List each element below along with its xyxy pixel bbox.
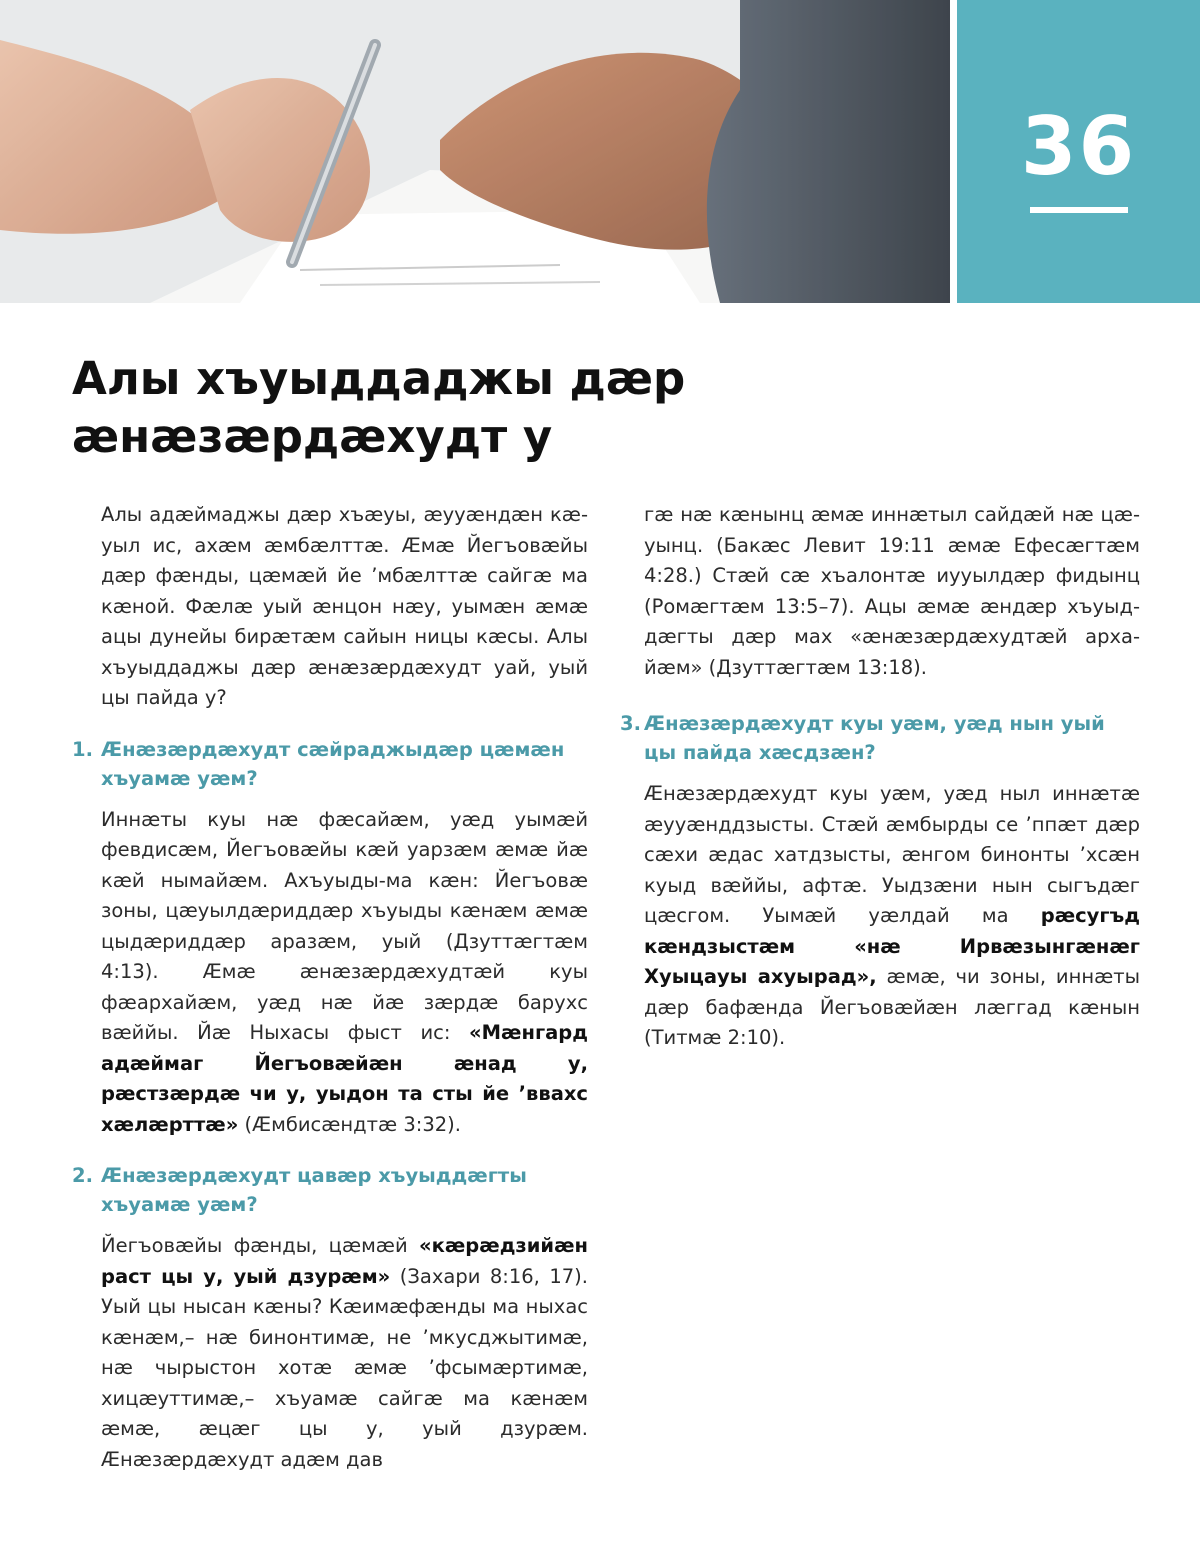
question-2-text: Æнæзæрдæхудт цавæр хъуыддæгты хъуамæ уæм? bbox=[101, 1164, 527, 1216]
answer-1-quote: «Мæнгард адæймаг Йегъовæйæн æнад у, рæстзæрдæ чи у, уыдон та сты йе ’ввахс хæлæрттæ» bbox=[101, 1021, 588, 1136]
answer-1-paragraph bbox=[72, 805, 588, 1141]
page-title-line1: Алы хъуыддаджы дæр bbox=[72, 352, 686, 405]
page-title bbox=[72, 350, 832, 466]
answer-3-quote: рæсугъд кæндзыстæм «нæ Ирвæзынгæнæг Хуыцауы ахуырад», bbox=[644, 904, 1140, 988]
chapter-number: 36 bbox=[1020, 100, 1137, 193]
intro-paragraph: Алы адæймаджы дæр хъæуы, æууæндæн кæуыл ис, ахæм æмбæлттæ. Æмæ Йегъовæйы дæр фæнды, цæмæй йе ’мбæлттæ сайгæ ма кæной. Фæлæ уый æнцон нæу, уымæн æмæ ацы дунейы бирæтæм сайын ницы кæсы. Алы хъуыддаджы дæр æнæзæрдæхудт уай, уый цы пайда у? bbox=[101, 503, 588, 709]
page-title-line2: æнæзæрдæхудт у bbox=[72, 410, 553, 463]
right-column bbox=[620, 500, 1140, 1054]
answer-2-text-b: (Захари 8:16, 17). Уый цы нысан кæны? Кæимæфæнды ма ныхас кæнæм,– нæ бинонтимæ, не ’мкусджытимæ, нæ чырыстон хотæ æмæ ’фсымæртимæ, хицæуттимæ,– хъуамæ сайгæ ма кæнæм æмæ, æцæг цы у, уый дзурæм. Æнæзæрдæхудт адæм дав bbox=[101, 1264, 588, 1471]
answer-3-paragraph bbox=[620, 779, 1140, 1054]
question-3-text: Æнæзæрдæхудт куы уæм, уæд нын уый цы пайда хæсдзæн? bbox=[644, 712, 1105, 764]
question-3-number: 3. bbox=[620, 712, 641, 735]
answer-1-text-b: (Æмбисæндтæ 3:32). bbox=[238, 1112, 461, 1136]
question-1-text: Æнæзæрдæхудт сæйраджыдæр цæмæн хъуамæ уæм? bbox=[101, 737, 565, 790]
hero-photo bbox=[0, 0, 950, 303]
chapter-number-underline bbox=[1030, 207, 1128, 213]
question-3 bbox=[620, 709, 1140, 767]
answer-1-text-a: Иннæты куы нæ фæсайæм, уæд уымæй февдисæм, Йегъовæйы кæй уарзæм æмæ йæ кæй нымайæм. Ахъуыды-ма кæн: Йегъовæ зоны, цæуылдæриддæр хъуыды кæнæм æмæ цыдæриддæр аразæм, уый (Дзуттæгтæм 4:13). Æмæ æнæзæрдæхудтæй куы фæархайæм, уæд нæ йæ зæрдæ барухс вæййы. Йæ Ныхасы фыст ис: bbox=[101, 807, 588, 1044]
chapter-number-panel bbox=[957, 0, 1200, 303]
question-1 bbox=[72, 735, 588, 793]
handshake-illustration bbox=[0, 0, 950, 303]
question-2-number: 2. bbox=[72, 1164, 93, 1187]
answer-2-paragraph bbox=[72, 1231, 588, 1475]
answer-3-text-a: Æнæзæрдæхудт куы уæм, уæд ныл иннæтæ æууæнддзысты. Стæй æмбырды се ’ппæт дæр сæхи æдас хатдзысты, æнгом бинонты ’хсæн куыд вæййы, афтæ. Уыдзæни нын сыгъдæг цæсгом. Уымæй уæлдай ма bbox=[644, 782, 1140, 927]
question-1-number: 1. bbox=[72, 737, 93, 761]
answer-2-continued: гæ нæ кæнынц æмæ иннæтыл сайдæй нæ цæуынц. (Бакæс Левит 19:11 æмæ Ефесæгтæм 4:28.) Стæй сæ хъалонтæ иууылдæр фидынц (Ромæгтæм 13:5–7). Ацы æмæ æндæр хъуыддæгты дæр мах «æнæзæрдæхудтæй архайæм» (Дзуттæгтæм 13:18). bbox=[644, 503, 1140, 679]
left-column bbox=[72, 500, 588, 1475]
answer-3-text-b: æмæ, чи зоны, иннæты дæр бафæнда Йегъовæйæн лæггад кæнын (Титмæ 2:10). bbox=[644, 965, 1140, 1049]
answer-2-quote: «кæрæдзийæн раст цы у, уый дзурæм» bbox=[101, 1234, 588, 1288]
question-2 bbox=[72, 1161, 588, 1219]
answer-2-text-a: Йегъовæйы фæнды, цæмæй bbox=[101, 1234, 420, 1257]
